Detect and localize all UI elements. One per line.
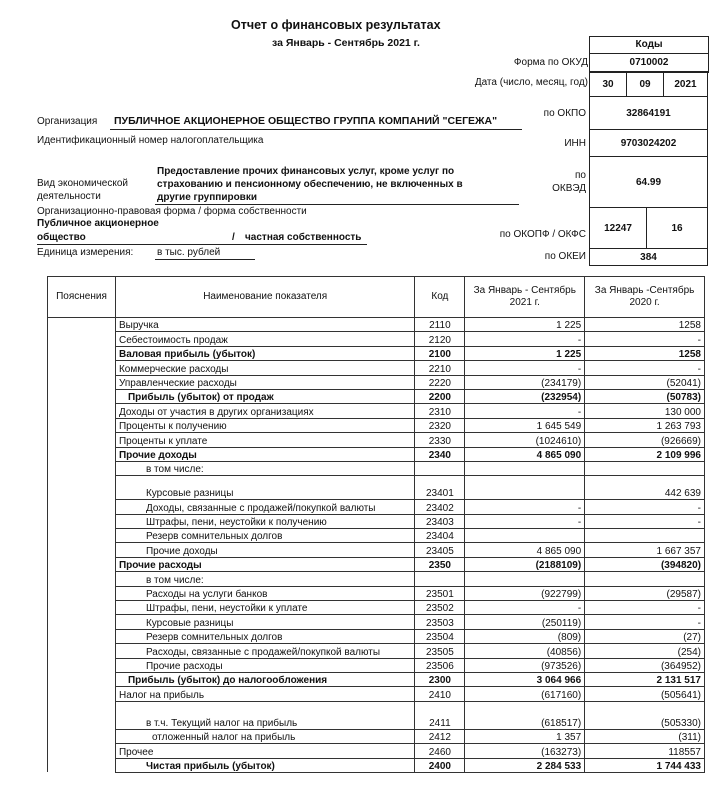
codes-box <box>589 36 709 73</box>
cell-prev: - <box>585 500 705 514</box>
cell-note <box>48 644 116 658</box>
table-row <box>48 529 705 543</box>
cell-prev: (27) <box>585 629 705 643</box>
cell-cur: (250119) <box>465 615 585 629</box>
cell-name: Прочие доходы <box>115 543 414 557</box>
table-row <box>48 658 705 672</box>
table-row <box>48 701 705 729</box>
table-header-row <box>48 277 705 318</box>
cell-name: Доходы, связанные с продажей/покупкой валюты <box>115 500 414 514</box>
cell-prev: - <box>585 601 705 615</box>
cell-note <box>48 514 116 528</box>
cell-name: отложенный налог на прибыль <box>115 729 414 743</box>
cell-prev: (29587) <box>585 586 705 600</box>
okved-value: 64.99 <box>589 156 708 208</box>
org-name: ПУБЛИЧНОЕ АКЦИОНЕРНОЕ ОБЩЕСТВО ГРУППА КОМПАНИЙ "СЕГЕЖА" <box>114 115 498 127</box>
cell-code: 23405 <box>415 543 465 557</box>
cell-prev: (311) <box>585 729 705 743</box>
cell-cur <box>465 476 585 500</box>
cell-prev: 2 109 996 <box>585 447 705 461</box>
cell-code: 23504 <box>415 629 465 643</box>
table-row <box>48 601 705 615</box>
cell-cur: (2188109) <box>465 557 585 571</box>
okud-label: Форма по ОКУД <box>513 57 588 68</box>
okfs-value: 16 <box>646 207 708 249</box>
okved-label-1: по <box>575 170 586 181</box>
cell-cur: 1 225 <box>465 318 585 332</box>
cell-prev <box>585 461 705 475</box>
cell-name: Прочие доходы <box>115 447 414 461</box>
cell-note <box>48 687 116 701</box>
cell-code: 2210 <box>415 361 465 375</box>
cell-name: Штрафы, пени, неустойки к уплате <box>115 601 414 615</box>
table-row <box>48 629 705 643</box>
table-row <box>48 375 705 389</box>
cell-cur: (618517) <box>465 701 585 729</box>
activity-underline <box>155 204 519 205</box>
activity-label-2: деятельности <box>37 191 101 202</box>
table-row <box>48 447 705 461</box>
cell-cur: (617160) <box>465 687 585 701</box>
date-year: 2021 <box>663 71 708 97</box>
cell-code: 2200 <box>415 389 465 403</box>
table-row <box>48 687 705 701</box>
cell-prev: 2 131 517 <box>585 672 705 686</box>
table-row <box>48 389 705 403</box>
okopf-value: 12247 <box>589 207 647 249</box>
cell-name: Валовая прибыль (убыток) <box>115 346 414 360</box>
cell-code: 23506 <box>415 658 465 672</box>
table-row <box>48 404 705 418</box>
cell-name: в том числе: <box>115 461 414 475</box>
cell-cur: (922799) <box>465 586 585 600</box>
cell-cur: 4 865 090 <box>465 543 585 557</box>
cell-code: 2100 <box>415 346 465 360</box>
legal-form-label: Организационно-правовая форма / форма собственности <box>37 206 307 217</box>
cell-name: Расходы, связанные с продажей/покупкой валюты <box>115 644 414 658</box>
cell-note <box>48 744 116 758</box>
cell-code: 2310 <box>415 404 465 418</box>
date-month: 09 <box>626 71 664 97</box>
org-label: Организация <box>37 116 98 127</box>
cell-note <box>48 629 116 643</box>
okpo-value: 32864191 <box>589 96 708 130</box>
cell-name: Прибыль (убыток) от продаж <box>115 389 414 403</box>
cell-prev: (505641) <box>585 687 705 701</box>
cell-prev: 1258 <box>585 318 705 332</box>
cell-code <box>415 572 465 586</box>
cell-note <box>48 404 116 418</box>
header-previous-line-1: За Январь -Сентябрь <box>594 285 695 296</box>
cell-prev: 1 744 433 <box>585 758 705 772</box>
cell-prev: (394820) <box>585 557 705 571</box>
cell-cur: (809) <box>465 629 585 643</box>
cell-name: Налог на прибыль <box>115 687 414 701</box>
cell-note <box>48 658 116 672</box>
unit-underline <box>155 259 255 260</box>
unit-value: в тыс. рублей <box>157 247 221 258</box>
cell-prev: (364952) <box>585 658 705 672</box>
cell-name: Курсовые разницы <box>115 615 414 629</box>
cell-code: 23505 <box>415 644 465 658</box>
cell-code: 23401 <box>415 476 465 500</box>
cell-cur: (40856) <box>465 644 585 658</box>
cell-cur: (1024610) <box>465 433 585 447</box>
report-period: за Январь - Сентябрь 2021 г. <box>272 37 420 49</box>
org-underline <box>110 129 522 130</box>
cell-code: 2320 <box>415 418 465 432</box>
cell-name: в т.ч. Текущий налог на прибыль <box>115 701 414 729</box>
cell-cur: (973526) <box>465 658 585 672</box>
cell-note <box>48 476 116 500</box>
cell-cur: 4 865 090 <box>465 447 585 461</box>
ownership-form: частная собственность <box>245 232 362 243</box>
activity-label-1: Вид экономической <box>37 178 128 189</box>
cell-name: Проценты к уплате <box>115 433 414 447</box>
cell-name: Расходы на услуги банков <box>115 586 414 600</box>
financial-results-table <box>47 276 705 773</box>
cell-code: 23404 <box>415 529 465 543</box>
cell-code: 2400 <box>415 758 465 772</box>
cell-note <box>48 433 116 447</box>
legal-form-line-2: общество <box>37 232 86 243</box>
header-current-line-2: 2021 г. <box>509 297 540 308</box>
cell-prev: 1258 <box>585 346 705 360</box>
cell-code <box>415 461 465 475</box>
header-notes: Пояснения <box>48 277 116 318</box>
legal-form-slash: / <box>232 232 235 243</box>
cell-cur: - <box>465 332 585 346</box>
cell-name: Резерв сомнительных долгов <box>115 629 414 643</box>
cell-name: Прочие расходы <box>115 658 414 672</box>
cell-name: Курсовые разницы <box>115 476 414 500</box>
cell-prev: - <box>585 332 705 346</box>
cell-prev: (926669) <box>585 433 705 447</box>
table-row <box>48 557 705 571</box>
table-row <box>48 318 705 332</box>
cell-code: 2120 <box>415 332 465 346</box>
cell-name: Проценты к получению <box>115 418 414 432</box>
cell-cur: - <box>465 361 585 375</box>
cell-note <box>48 729 116 743</box>
header-previous-line-2: 2020 г. <box>629 297 660 308</box>
cell-prev: 1 667 357 <box>585 543 705 557</box>
cell-cur: - <box>465 500 585 514</box>
cell-name: Себестоимость продаж <box>115 332 414 346</box>
inn-code-label: ИНН <box>564 138 586 149</box>
cell-prev: (50783) <box>585 389 705 403</box>
cell-note <box>48 418 116 432</box>
activity-line-1: Предоставление прочих финансовых услуг, кроме услуг по <box>157 166 455 177</box>
cell-prev: 118557 <box>585 744 705 758</box>
cell-name: Коммерческие расходы <box>115 361 414 375</box>
header-name: Наименование показателя <box>115 277 414 318</box>
table-row <box>48 514 705 528</box>
cell-note <box>48 461 116 475</box>
cell-code: 2340 <box>415 447 465 461</box>
cell-code: 2110 <box>415 318 465 332</box>
cell-note <box>48 346 116 360</box>
table-row <box>48 418 705 432</box>
cell-prev: - <box>585 361 705 375</box>
table-row <box>48 543 705 557</box>
table-row <box>48 500 705 514</box>
cell-code: 23502 <box>415 601 465 615</box>
cell-note <box>48 701 116 729</box>
cell-prev: - <box>585 514 705 528</box>
activity-line-2: страхованию и пенсионному обеспечению, не включенных в <box>157 179 463 190</box>
cell-note <box>48 332 116 346</box>
cell-name: в том числе: <box>115 572 414 586</box>
table-row <box>48 586 705 600</box>
cell-prev: (52041) <box>585 375 705 389</box>
cell-cur: (163273) <box>465 744 585 758</box>
cell-code: 2300 <box>415 672 465 686</box>
cell-code: 23501 <box>415 586 465 600</box>
cell-name: Прочие расходы <box>115 557 414 571</box>
table-row <box>48 346 705 360</box>
cell-note <box>48 601 116 615</box>
table-row <box>48 615 705 629</box>
cell-prev: 130 000 <box>585 404 705 418</box>
cell-code: 23503 <box>415 615 465 629</box>
codes-header: Коды <box>590 37 708 54</box>
cell-prev: 1 263 793 <box>585 418 705 432</box>
cell-note <box>48 318 116 332</box>
activity-line-3: другие группировки <box>157 192 257 203</box>
table-row <box>48 644 705 658</box>
cell-note <box>48 672 116 686</box>
table-row <box>48 476 705 500</box>
cell-note <box>48 572 116 586</box>
cell-note <box>48 758 116 772</box>
cell-name: Резерв сомнительных долгов <box>115 529 414 543</box>
okpo-label: по ОКПО <box>543 108 586 119</box>
cell-prev: 442 639 <box>585 476 705 500</box>
header-code: Код <box>415 277 465 318</box>
cell-name: Штрафы, пени, неустойки к получению <box>115 514 414 528</box>
cell-note <box>48 615 116 629</box>
cell-name: Прочее <box>115 744 414 758</box>
cell-cur: - <box>465 601 585 615</box>
table-row <box>48 729 705 743</box>
cell-code: 2412 <box>415 729 465 743</box>
cell-code: 2350 <box>415 557 465 571</box>
cell-note <box>48 529 116 543</box>
cell-note <box>48 557 116 571</box>
report-title: Отчет о финансовых результатах <box>231 18 441 32</box>
cell-cur: - <box>465 514 585 528</box>
header-current-period <box>465 277 585 318</box>
cell-cur: (234179) <box>465 375 585 389</box>
legal-form-underline <box>37 244 367 245</box>
okei-label: по ОКЕИ <box>544 251 586 262</box>
cell-name: Выручка <box>115 318 414 332</box>
date-label: Дата (число, месяц, год) <box>474 77 588 88</box>
header-previous-period <box>585 277 705 318</box>
date-day: 30 <box>589 71 627 97</box>
cell-cur: 3 064 966 <box>465 672 585 686</box>
cell-prev: (254) <box>585 644 705 658</box>
cell-cur: 1 225 <box>465 346 585 360</box>
table-row <box>48 572 705 586</box>
cell-cur: 1 645 549 <box>465 418 585 432</box>
cell-note <box>48 586 116 600</box>
cell-code: 23403 <box>415 514 465 528</box>
table-row <box>48 332 705 346</box>
table-row <box>48 744 705 758</box>
cell-code: 2460 <box>415 744 465 758</box>
cell-note <box>48 361 116 375</box>
cell-cur <box>465 572 585 586</box>
cell-note <box>48 389 116 403</box>
okopf-label: по ОКОПФ / ОКФС <box>499 229 586 240</box>
table-row <box>48 461 705 475</box>
cell-cur: (232954) <box>465 389 585 403</box>
inn-label: Идентификационный номер налогоплательщика <box>37 135 264 146</box>
cell-cur <box>465 529 585 543</box>
cell-cur: 1 357 <box>465 729 585 743</box>
cell-code: 2411 <box>415 701 465 729</box>
cell-prev: (505330) <box>585 701 705 729</box>
okei-value: 384 <box>589 248 708 266</box>
cell-code: 2220 <box>415 375 465 389</box>
cell-cur <box>465 461 585 475</box>
cell-prev: - <box>585 615 705 629</box>
inn-value: 9703024202 <box>589 129 708 157</box>
cell-cur: 2 284 533 <box>465 758 585 772</box>
cell-note <box>48 375 116 389</box>
cell-name: Управленческие расходы <box>115 375 414 389</box>
table-row <box>48 758 705 772</box>
cell-name: Чистая прибыль (убыток) <box>115 758 414 772</box>
table-row <box>48 672 705 686</box>
cell-name: Прибыль (убыток) до налогообложения <box>115 672 414 686</box>
cell-code: 2330 <box>415 433 465 447</box>
cell-cur: - <box>465 404 585 418</box>
unit-label: Единица измерения: <box>37 247 134 258</box>
cell-name: Доходы от участия в других организациях <box>115 404 414 418</box>
legal-form-line-1: Публичное акционерное <box>37 218 159 229</box>
cell-prev <box>585 529 705 543</box>
cell-note <box>48 500 116 514</box>
cell-prev <box>585 572 705 586</box>
header-current-line-1: За Январь - Сентябрь <box>473 285 576 296</box>
cell-code: 23402 <box>415 500 465 514</box>
okved-label-2: ОКВЭД <box>552 183 586 194</box>
cell-code: 2410 <box>415 687 465 701</box>
table-row <box>48 361 705 375</box>
cell-note <box>48 447 116 461</box>
okud-value: 0710002 <box>590 54 708 73</box>
table-row <box>48 433 705 447</box>
cell-note <box>48 543 116 557</box>
